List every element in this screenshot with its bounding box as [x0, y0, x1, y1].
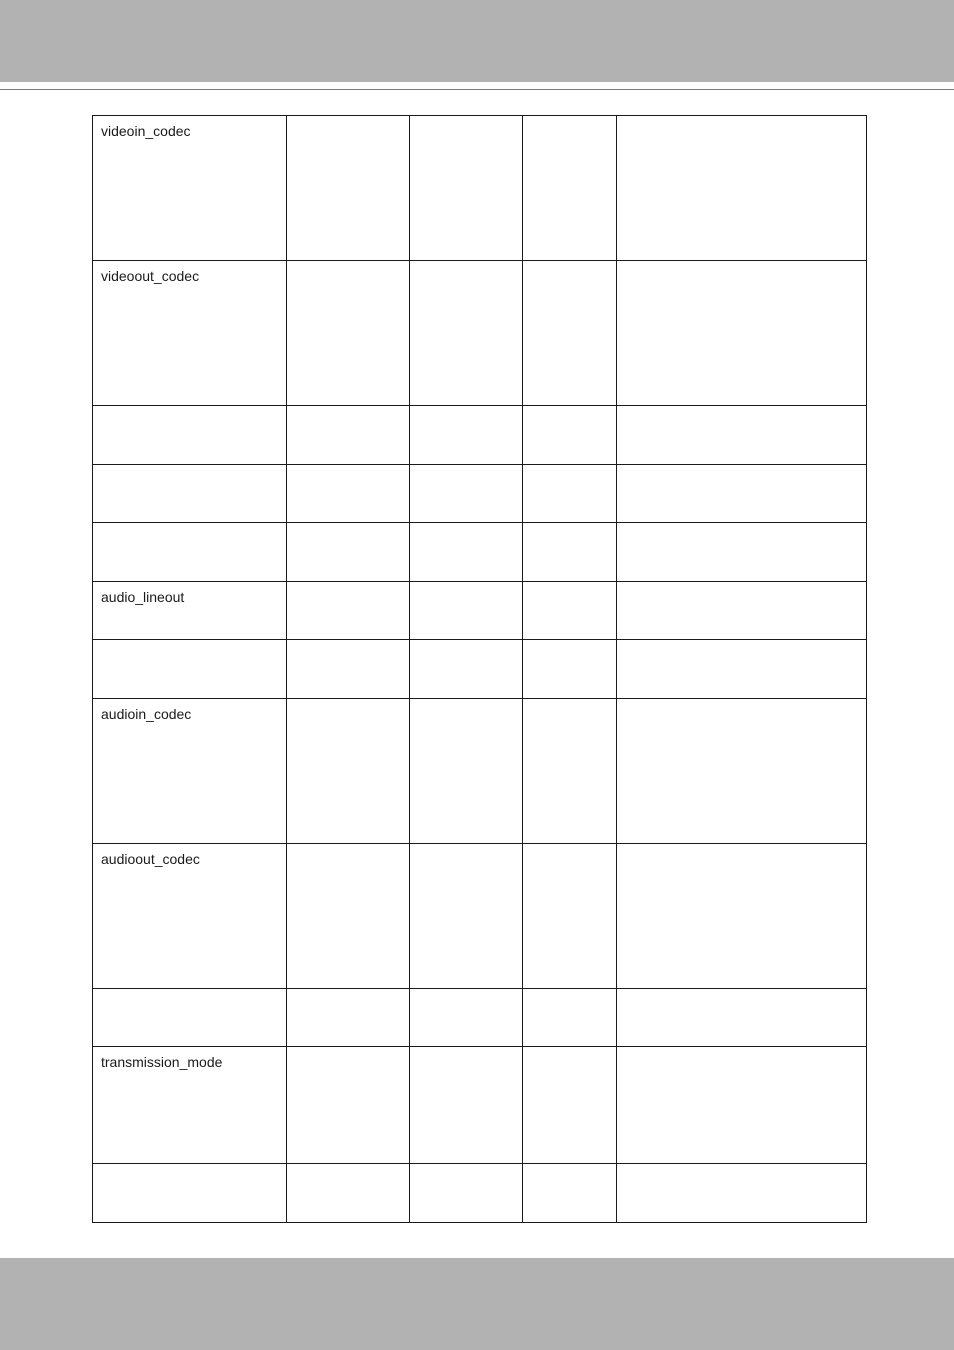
table-cell — [287, 640, 410, 699]
table-cell — [287, 406, 410, 465]
parameter-name-cell: videoin_codec — [93, 116, 287, 261]
table-row — [93, 464, 867, 523]
table-cell — [617, 261, 867, 406]
table-cell — [410, 464, 523, 523]
table-cell — [287, 523, 410, 582]
page-header-band — [0, 0, 954, 82]
table-cell — [523, 116, 617, 261]
table-cell — [410, 988, 523, 1047]
table-cell — [617, 406, 867, 465]
table-cell — [410, 698, 523, 843]
table-cell — [410, 843, 523, 988]
table-cell — [617, 116, 867, 261]
parameter-name-cell: audioout_codec — [93, 843, 287, 988]
table-row — [93, 698, 867, 843]
table-cell — [410, 640, 523, 699]
parameter-name-cell — [93, 523, 287, 582]
table-cell — [410, 116, 523, 261]
parameter-name-cell — [93, 640, 287, 699]
parameter-table — [92, 115, 867, 1223]
table-cell — [523, 523, 617, 582]
table-row — [93, 261, 867, 406]
table-cell — [287, 843, 410, 988]
table-row — [93, 843, 867, 988]
table-row — [93, 116, 867, 261]
table-cell — [617, 640, 867, 699]
table-cell — [287, 1047, 410, 1164]
table-cell — [410, 523, 523, 582]
table-cell — [523, 843, 617, 988]
parameter-name-cell: videoout_codec — [93, 261, 287, 406]
table-cell — [617, 1047, 867, 1164]
table-cell — [523, 261, 617, 406]
table-row — [93, 406, 867, 465]
parameter-name-cell — [93, 464, 287, 523]
table-cell — [410, 261, 523, 406]
table-cell — [617, 988, 867, 1047]
table-cell — [287, 464, 410, 523]
page-footer-band — [0, 1258, 954, 1350]
table-cell — [523, 1047, 617, 1164]
table-cell — [410, 581, 523, 640]
table-cell — [410, 1047, 523, 1164]
table-cell — [523, 698, 617, 843]
table-cell — [287, 261, 410, 406]
parameter-name-cell — [93, 988, 287, 1047]
table-cell — [617, 1164, 867, 1223]
table-cell — [523, 640, 617, 699]
table-row — [93, 1164, 867, 1223]
table-cell — [617, 464, 867, 523]
table-cell — [523, 464, 617, 523]
parameter-name-cell — [93, 406, 287, 465]
table-cell — [287, 116, 410, 261]
table-row — [93, 988, 867, 1047]
table-row — [93, 523, 867, 582]
table-cell — [410, 1164, 523, 1223]
parameter-name-cell: transmission_mode — [93, 1047, 287, 1164]
table-cell — [287, 988, 410, 1047]
table-row — [93, 1047, 867, 1164]
table-cell — [523, 988, 617, 1047]
table-cell — [617, 843, 867, 988]
table-cell — [617, 581, 867, 640]
table-cell — [523, 1164, 617, 1223]
parameter-name-cell: audio_lineout — [93, 581, 287, 640]
table-cell — [287, 698, 410, 843]
header-divider — [0, 89, 954, 90]
table-cell — [287, 581, 410, 640]
table-cell — [287, 1164, 410, 1223]
table-row — [93, 640, 867, 699]
table-cell — [523, 581, 617, 640]
table-cell — [410, 406, 523, 465]
parameter-name-cell — [93, 1164, 287, 1223]
parameter-name-cell: audioin_codec — [93, 698, 287, 843]
table-cell — [617, 523, 867, 582]
table-cell — [617, 698, 867, 843]
table-cell — [523, 406, 617, 465]
table-row — [93, 581, 867, 640]
